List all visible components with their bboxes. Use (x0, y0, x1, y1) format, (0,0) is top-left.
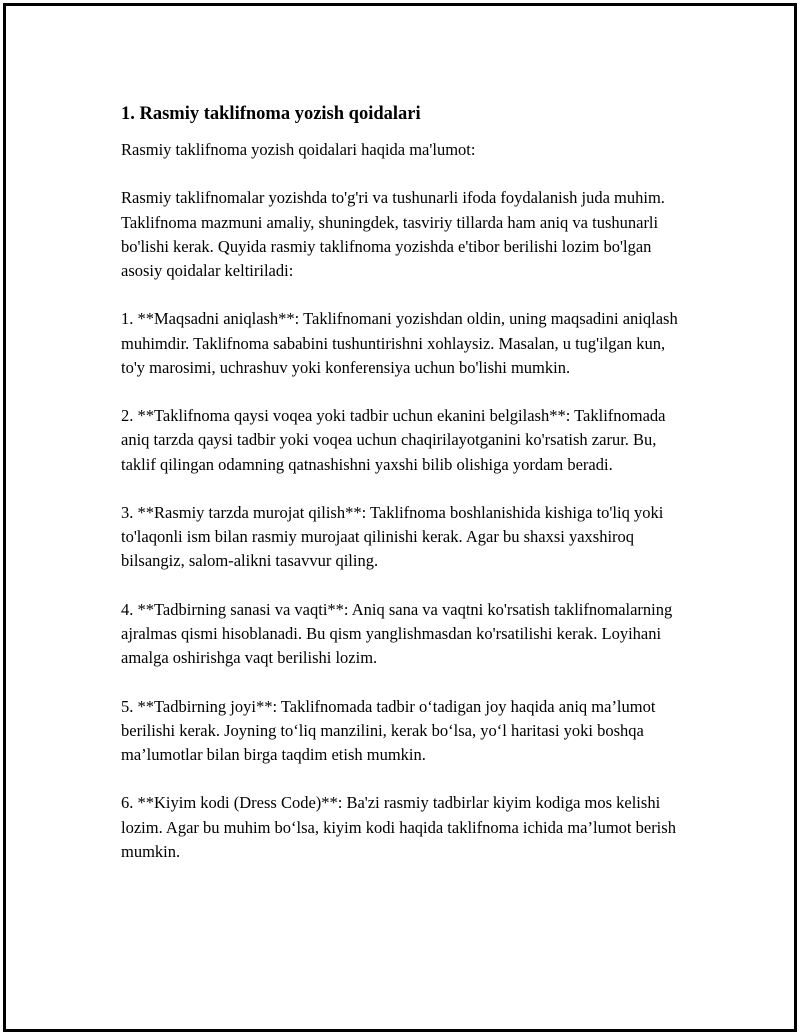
rule-5-paragraph: 5. **Tadbirning joyi**: Taklifnomada tadbir o‘tadigan joy haqida aniq ma’lumot berilishi kerak. Joyning to‘liq manzilini, kerak bo‘lsa, yo‘l haritasi yoki boshqa ma’lumotlar bilan birga taqdim etish mumkin. (121, 696, 656, 764)
intro-paragraph: Rasmiy taklifnoma yozish qoidalari haqida ma'lumot: (121, 140, 476, 159)
rule-6-paragraph: 6. **Kiyim kodi (Dress Code)**: Ba'zi rasmiy tadbirlar kiyim kodiga mos kelishi lozim. Agar bu muhim bo‘lsa, kiyim kodi haqida taklifnoma ichida ma’lumot berish mumkin. (121, 793, 676, 861)
rule-3-paragraph: 3. **Rasmiy tarzda murojat qilish**: Taklifnoma boshlanishida kishiga to'liq yoki to'laqonli ism bilan rasmiy murojaat qilinishi kerak. Agar bu shaxsi yaxshiroq bilsangiz, salom-alikni tasavvur qiling. (121, 502, 664, 571)
rule-2-paragraph: 2. **Taklifnoma qaysi voqea yoki tadbir uchun ekanini belgilash**: Taklifnomada aniq tarzda qaysi tadbir yoki voqea uchun chaqirilayotganini ko'rsatish zarur. Bu, taklif qilingan odamning qatnashishni yaxshi bilib olishiga yordam beradi. (121, 406, 666, 474)
page-frame (3, 3, 797, 1032)
document-heading: 1. Rasmiy taklifnoma yozish qoidalari (121, 104, 421, 124)
document-body (121, 102, 691, 888)
rule-4-paragraph: 4. **Tadbirning sanasi va vaqti**: Aniq sana va vaqtni ko'rsatish taklifnomalarning ajralmas qismi hisoblanadi. Bu qism yanglishmasdan ko'rsatilishi kerak. Loyihani amalga oshirishga vaqt berilishi lozim. (121, 599, 673, 668)
overview-paragraph: Rasmiy taklifnomalar yozishda to'g'ri va tushunarli ifoda foydalanish juda muhim. Taklifnoma mazmuni amaliy, shuningdek, tasviriy tillarda ham aniq va tushunarli bo'lishi kerak. Quyida rasmiy taklifnoma yozishda e'tibor berilishi lozim bo'lgan asosiy qoidalar keltiriladi: (121, 188, 665, 280)
rule-1-paragraph: 1. **Maqsadni aniqlash**: Taklifnomani yozishdan oldin, uning maqsadini aniqlash muhimdir. Taklifnoma sababini tushuntirishni xohlaysiz. Masalan, u tug'ilgan kun, to'y marosimi, uchrashuv yoki konferensiya uchun bo'lishi mumkin. (121, 309, 678, 377)
